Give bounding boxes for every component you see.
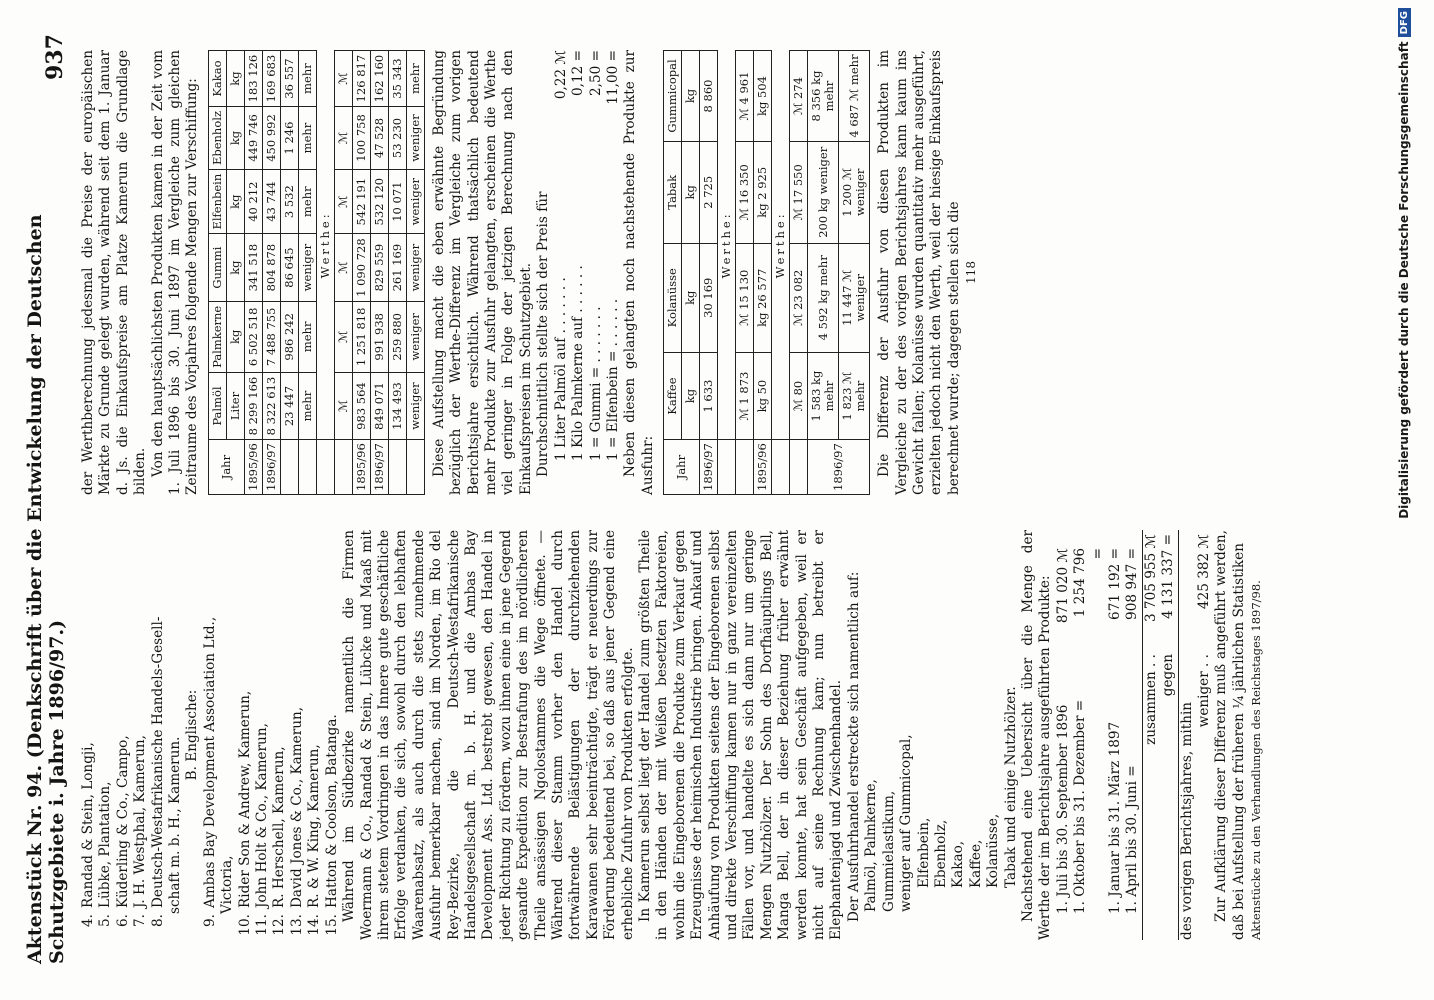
table-cell: 1896/97 — [808, 440, 870, 495]
table-cell: 162 160 — [370, 51, 388, 107]
list-item: 10. Rider Son & Andrew, Kamerun, — [236, 690, 253, 936]
table-cell: 8 322 613 — [262, 372, 280, 439]
table-cell: 532 120 — [370, 169, 388, 234]
table-row — [370, 51, 388, 495]
list-item: Tabak und einige Nutzhölzer. — [1002, 686, 1019, 888]
table-cell: kg — [226, 107, 244, 170]
period-row: 1. Juli bis 30. September 1896 871 020 ℳ — [1054, 548, 1071, 914]
table-row — [298, 51, 316, 495]
table-cell: mehr — [406, 51, 424, 107]
table-cell: kg — [682, 352, 700, 439]
paragraph: Die Differenz der Ausfuhr von diesen Produkten im Vergleiche zu der des vorigen Berichtsjahres kann kaum ins Gewicht fallen; Kolanüsse wurden quantitativ mehr ausgeführt, erzielten jedoch nicht den Werth, weil der hiesige Einkaufspreis berechnet wurde; dagegen stellen sich die — [876, 50, 962, 495]
table-header: Gummi — [208, 234, 226, 301]
firm-list-b — [202, 530, 341, 940]
table-cell: 169 683 — [262, 51, 280, 107]
table-row — [700, 51, 718, 495]
table-header: Kolanüsse — [664, 243, 682, 352]
table-cell: 991 938 — [370, 301, 388, 372]
table-cell: 1896/97 — [262, 440, 280, 495]
table-cell: weniger — [406, 169, 424, 234]
table-cell: kg — [226, 234, 244, 301]
table-row — [316, 51, 334, 495]
table-header: Jahr — [664, 440, 700, 495]
period-row: 1. Oktober bis 31. Dezember = 1 254 796 = — [1072, 548, 1106, 914]
table-cell: 1 633 — [700, 352, 718, 439]
list-item-continuation: Victoria, — [219, 855, 236, 914]
table-cell: ℳ 274 — [790, 51, 808, 142]
table-cell: kg 2 925 — [754, 142, 772, 244]
list-item: 15. Hatton & Coolson, Batanga. — [323, 714, 340, 936]
table-cell: ℳ 4 961 — [736, 51, 754, 142]
table-row — [280, 51, 298, 495]
table-cell: 86 645 — [280, 234, 298, 301]
table-cell: mehr — [298, 372, 316, 439]
table-header: Ebenholz — [208, 107, 226, 170]
table-cell — [316, 440, 334, 495]
list-item: 8. Deutsch-Westafrikanische Handels-Gesell- — [149, 616, 166, 927]
list-item: 5. Lübke, Plantation, — [97, 781, 114, 927]
sum-prev-text: des vorigen Berichtsjahres, mithin — [1178, 701, 1195, 940]
list-item: 14. R. & W. King, Kamerun, — [306, 744, 323, 936]
paragraph: Zur Aufklärung dieser Differenz muß angeführt werden, daß bei Aufstellung der früheren ¼ jährlichen Statistiken — [1213, 530, 1247, 940]
table-cell: 8 299 166 — [244, 372, 262, 439]
table-cell: kg — [226, 169, 244, 234]
list-item: Elfenbein, — [915, 817, 932, 888]
paragraph: In Kamerun selbst liegt der Handel zum größten Theile in den Händen der mit Weißen besetzten Faktoreien, wohin die Eingeborenen die Produkte zum Verkauf gegen Erzeugnisse der heimischen Industrie bringen. Ankauf und Anhäufung von Produkten seitens der Eingeborenen selbst und direkte Verschiffung kamen nur in ganz vereinzelten Fällen vor, und handelte es sich dann nur um geringe Mengen Nutzhölzer. Der Sohn des Dorfhäuptlings Bell, Manga Bell, der in dieser Beziehung früher erwähnt werden konnte, hat sein Geschäft aufgegeben, weil er nicht auf seine Rechnung kam; nun betreibt er Elephantenjagd und Zwischenhandel. — [637, 530, 845, 940]
table-cell — [790, 440, 808, 495]
list-item: Gummielastikum, — [880, 790, 897, 912]
table-cell — [388, 440, 406, 495]
dfg-sidebar — [1380, 8, 1428, 992]
table-cell: 259 880 — [388, 301, 406, 372]
table-header-row — [208, 51, 226, 495]
table-cell: 10 071 — [388, 169, 406, 234]
table-cell: 542 191 — [352, 169, 370, 234]
table-cell — [298, 440, 316, 495]
table-cell: 8 356 kg mehr — [808, 51, 839, 142]
period-row: 1. April bis 30. Juni = 908 947 = — [1124, 548, 1141, 914]
sum-row: gegen 4 131 337 = — [1160, 534, 1177, 697]
table-row — [262, 51, 280, 495]
table-cell — [736, 440, 754, 495]
table-cell: ℳ 15 130 — [736, 243, 754, 352]
table-row — [808, 51, 839, 495]
werthe-label: Werthe: — [316, 51, 334, 440]
table-cell: ℳ — [334, 51, 352, 107]
list-item: 12. R. Herschell, Kamerun, — [271, 746, 288, 936]
table-cell: 47 528 — [370, 107, 388, 170]
list-item: Kolanüsse, — [985, 813, 1002, 888]
table-cell: kg — [682, 51, 700, 142]
prices-intro: Durchschnittlich stellte sich der Preis für — [535, 191, 552, 477]
table-cell: 983 564 — [352, 372, 370, 439]
list-item: Palmöl, Palmkerne, — [863, 779, 880, 912]
table-cell: 200 kg weniger — [808, 142, 839, 244]
period-row: 1. Januar bis 31. März 1897 671 192 = — [1106, 548, 1123, 914]
paragraph: Diese Aufstellung macht die eben erwähnte Begründung bezüglich der Werthe-Differenz im Vergleiche zum vorigen Berichtsjahre ersichtlich. Während thatsächlich bedeutend mehr Produkte zur Ausfuhr gelangten, erscheinen die Werthe viel geringer in Folge der jetzigen Berechnung nach den Einkaufspreisen im Schutzgebiet. — [430, 50, 534, 495]
dfg-notice — [1380, 8, 1428, 992]
table-cell: 449 746 — [244, 107, 262, 170]
table-cell: 261 169 — [388, 234, 406, 301]
table-cell: weniger — [298, 234, 316, 301]
table-cell: 1895/96 — [352, 440, 370, 495]
table-unit-row — [226, 51, 244, 495]
table-cell: ℳ — [334, 372, 352, 439]
list-item: Ebenholz, — [932, 819, 949, 888]
table-header-row — [664, 51, 682, 495]
table-cell: 1 251 818 — [352, 301, 370, 372]
export-goods-list — [863, 530, 1020, 940]
table-cell: 100 758 — [352, 107, 370, 170]
period-values — [1055, 530, 1214, 940]
right-column — [80, 50, 1120, 495]
table-header: Tabak — [664, 142, 682, 244]
table-header: Palmkerne — [208, 301, 226, 372]
list-item: 4. Randad & Stein, Longji, — [80, 742, 96, 927]
table-cell: 3 532 — [280, 169, 298, 234]
table-cell: 1895/96 — [244, 440, 262, 495]
table-cell: 1895/96 — [754, 440, 772, 495]
table-cell: 1 090 728 — [352, 234, 370, 301]
table-cell: 450 992 — [262, 107, 280, 170]
table-cell: ℳ 80 — [790, 352, 808, 439]
table-unit-row — [682, 51, 700, 495]
table-cell: kg — [682, 142, 700, 244]
table-cell: ℳ — [334, 169, 352, 234]
table-cell: 1 200 ℳ weniger — [839, 142, 870, 244]
table-cell: 8 860 — [700, 51, 718, 142]
table-cell — [334, 440, 352, 495]
table-cell: mehr — [298, 301, 316, 372]
table-cell: mehr — [298, 51, 316, 107]
paragraph: Von den hauptsächlichsten Produkten kamen in der Zeit vom 1. Juli 1896 bis 30. Juni 1897 im Vergleiche zum gleichen Zeitraume des Vorjahres folgende Mengen zur Verschiffung: — [149, 50, 201, 495]
table-row — [754, 51, 772, 495]
price-list — [553, 50, 623, 495]
list-item: 11. John Holt & Co., Kamerun, — [254, 723, 271, 936]
table-header: Elfenbein — [208, 169, 226, 234]
table-cell: 849 071 — [370, 372, 388, 439]
table-row — [352, 51, 370, 495]
price-row: 1 Kilo Palmkerne auf . . . . . . 0,12 = — [570, 50, 587, 461]
table-cell: 6 502 518 — [244, 301, 262, 372]
table-cell: ℳ 23 082 — [790, 243, 808, 352]
table-cell: 35 343 — [388, 51, 406, 107]
table-row — [334, 51, 352, 495]
paragraph: Nachstehend eine Uebersicht über die Menge der Werthe der im Berichtsjahre ausgeführten Produkte: — [1019, 530, 1054, 940]
table-cell: 134 493 — [388, 372, 406, 439]
page-number: 937 — [42, 34, 68, 80]
table-row — [718, 51, 736, 495]
table-cell: 126 817 — [352, 51, 370, 107]
table-cell: 1 823 ℳ mehr — [839, 352, 870, 439]
list-item: 7. J. H. Westphal, Kamerun, — [132, 735, 149, 927]
table-cell: 4 687 ℳ mehr — [839, 51, 870, 142]
table-cell: kg — [682, 243, 700, 352]
table-header: Palmöl — [208, 372, 226, 439]
table-cell: 23 447 — [280, 372, 298, 439]
table-cell: 1 583 kg mehr — [808, 352, 839, 439]
table-cell: 1896/97 — [700, 440, 718, 495]
table-cell: 1 246 — [280, 107, 298, 170]
paragraph: der Werthberechnung jedesmal die Preise der europäischen Märkte zu Grunde gelegt wurden, während seit dem 1. Januar d. Js. die Einkaufspreise am Platze Kamerun die Grundlage bilden. — [80, 50, 149, 495]
table-header: Kaffee — [664, 352, 682, 439]
list-item-continuation: schaft m. b. H., Kamerun. — [167, 736, 184, 914]
paragraph: Neben diesen gelangten noch nachstehende Produkte zur Ausfuhr: — [622, 50, 656, 495]
list-item: 13. David Jones & Co., Kamerun, — [288, 706, 305, 936]
table-row — [790, 51, 808, 495]
table-cell: 7 488 755 — [262, 301, 280, 372]
sum-row: zusammen . . 3 705 955 ℳ — [1142, 534, 1159, 745]
table-cell: 40 212 — [244, 169, 262, 234]
table-cell: kg 26 577 — [754, 243, 772, 352]
table-cell — [718, 440, 736, 495]
werthe-label: Werthe: — [718, 51, 736, 440]
table-row — [839, 51, 870, 495]
table-cell: ℳ — [334, 234, 352, 301]
sum-row: weniger . . 425 382 ℳ — [1196, 534, 1212, 728]
table-cell — [772, 440, 790, 495]
table-row — [772, 51, 790, 495]
table-cell: ℳ 1 873 — [736, 352, 754, 439]
header-title: Aktenstück Nr. 94. (Denkschrift über die Entwickelung der Deutschen Schutzgebiete i. Jahre 1896/97.) — [24, 214, 68, 964]
firm-list-a — [80, 530, 184, 940]
footer-note: Aktenstücke zu den Verhandlungen des Reichstages 1897/98. — [1249, 580, 1264, 940]
table-cell: 11 447 ℳ weniger — [839, 243, 870, 352]
list-item: weniger auf Gummicopal, — [898, 734, 915, 912]
table-cell: 986 242 — [280, 301, 298, 372]
werthe-label: Werthe: — [772, 51, 790, 440]
table-cell: weniger — [406, 372, 424, 439]
list-item: 9. Ambas Bay Development Association Ltd., — [201, 616, 218, 927]
page-header — [24, 34, 68, 964]
table-cell: 53 230 — [388, 107, 406, 170]
table-header: Jahr — [208, 440, 244, 495]
table-cell: kg — [226, 301, 244, 372]
table-cell: ℳ 16 350 — [736, 142, 754, 244]
table-cell: kg 504 — [754, 51, 772, 142]
table-cell: ℳ — [334, 301, 352, 372]
table-cell: 2 725 — [700, 142, 718, 244]
table-cell: ℳ — [334, 107, 352, 170]
list-item: 6. Küderling & Co., Campo, — [114, 735, 131, 927]
export-intro: Der Ausfuhrhandel erstreckte sich namentlich auf: — [845, 571, 862, 922]
table-cell: 341 518 — [244, 234, 262, 301]
table-cell — [406, 440, 424, 495]
table-cell: 43 744 — [262, 169, 280, 234]
dfg-logo: DFG — [1398, 8, 1411, 37]
table-cell: ℳ 17 550 — [790, 142, 808, 244]
table-cell: mehr — [298, 107, 316, 170]
page-signature-mark: 118 — [964, 261, 979, 284]
table-cell: 4 592 kg mehr — [808, 243, 839, 352]
table-row — [244, 51, 262, 495]
table-cell: 36 557 — [280, 51, 298, 107]
price-row: 1 = Elfenbein = . . . . . . 11,00 = — [604, 50, 621, 461]
main-products-table — [208, 50, 425, 495]
table-row — [736, 51, 754, 495]
section-heading: B. Englische: — [184, 689, 201, 781]
table-cell: Liter — [226, 372, 244, 439]
table-cell: 30 169 — [700, 243, 718, 352]
table-cell: mehr — [298, 169, 316, 234]
table-row — [388, 51, 406, 495]
table-row — [406, 51, 424, 495]
dfg-notice-text: Digitalisierung gefördert durch die Deutsche Forschungsgemeinschaft — [1397, 41, 1411, 519]
other-products-table — [663, 50, 870, 495]
price-row: 1 Liter Palmöl auf . . . . . . . 0,22 ℳ — [552, 50, 569, 461]
table-header: Kakao — [208, 51, 226, 107]
table-cell: 804 878 — [262, 234, 280, 301]
list-item: Kakao, — [950, 840, 967, 888]
table-cell — [280, 440, 298, 495]
price-row: 1 = Gummi = . . . . . . . 2,50 = — [587, 50, 604, 461]
table-cell: weniger — [406, 301, 424, 372]
paragraph: Während im Südbezirke namentlich die Firmen Woermann & Co., Randad & Stein, Lübcke und Maaß mit ihrem stetem Vordringen in das Innere gute geschäftliche Erfolge verdanken, die sich, sowohl durch den lebhaften Waarenabsatz, als auch durch die stets zunehmende Ausfuhr bemerkbar machen, sind im Norden, im Rio del Rey-Bezirke, die Deutsch-Westafrikanische Handelsgesellschaft m. b. H. und die Ambas Bay Development Ass. Ltd. bestrebt gewesen, den Handel in jeder Richtung zu fördern, wozu ihnen eine in jene Gegend gesandte Expedition zur Bestrafung des im nördlicheren Theile ansässigen Ngolostammes die Wege öffnete. — Während dieser Stamm vorher den Handel durch fortwährende Belästigungen der durchziehenden Karawanen sehr beeinträchtigte, trägt er neuerdings zur Förderung bedeutend bei, so daß aus jener Gegend eine erhebliche Zufuhr von Produkten erfolgte. — [341, 530, 636, 940]
left-column — [80, 530, 1264, 940]
table-cell: weniger — [406, 107, 424, 170]
list-item: Kaffee, — [967, 839, 984, 888]
table-header: Gummicopal — [664, 51, 682, 142]
table-cell: weniger — [406, 234, 424, 301]
table-cell: kg 50 — [754, 352, 772, 439]
table-cell: kg — [226, 51, 244, 107]
table-cell: 829 559 — [370, 234, 388, 301]
table-cell: 183 126 — [244, 51, 262, 107]
table-cell: 1896/97 — [370, 440, 388, 495]
